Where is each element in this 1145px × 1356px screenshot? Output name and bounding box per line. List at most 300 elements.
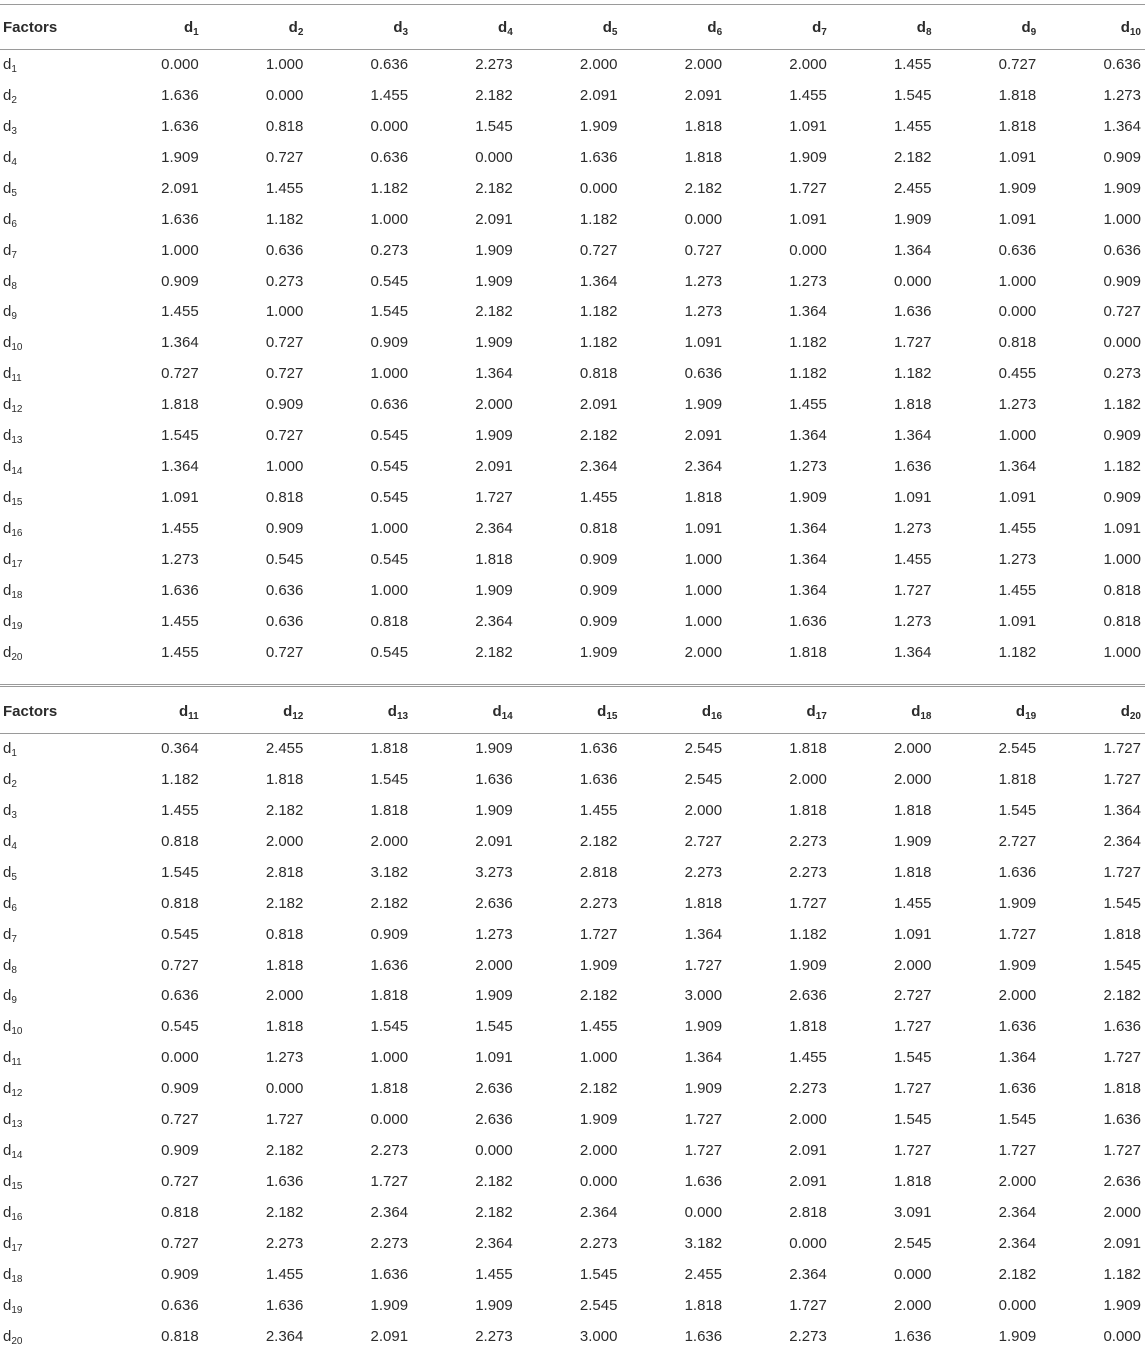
cell-value: 1.000 [1103,210,1141,228]
cell-value: 1.364 [475,365,513,383]
label-prefix: d [3,925,12,943]
label-subscript: 2 [11,94,17,106]
label-prefix: d [3,117,12,135]
cell-value: 1.091 [893,925,932,943]
row-label [0,950,98,981]
table-row [0,1011,1145,1042]
cell-value: 1.455 [579,801,618,819]
label-subscript: 3 [11,125,17,137]
cell-value: 2.273 [265,1234,304,1252]
row-label [0,1321,98,1352]
label-prefix: d [3,1265,12,1283]
cell-value: 2.091 [475,832,513,850]
cell-value: 2.000 [893,956,932,974]
table-row [0,606,1145,637]
column-header [936,689,1041,733]
label-prefix: d [1015,702,1026,720]
cell-value: 1.364 [161,458,199,476]
cell-value: 0.636 [265,612,304,630]
cell-value: 1.455 [789,86,827,104]
table-row [0,1073,1145,1104]
cell-value: 1.000 [265,458,304,476]
cell-value: 2.000 [684,55,723,73]
cell-value: 1.909 [684,1080,723,1098]
cell-value: 2.636 [475,1080,513,1098]
label-subscript: 2 [11,778,17,790]
cell-value: 1.818 [370,739,409,757]
row-label [0,420,98,451]
label-prefix: d [3,832,12,850]
row-label [0,389,98,420]
cell-value: 1.909 [475,739,513,757]
label-subscript: 12 [292,710,304,722]
cell-value: 1.000 [1103,550,1141,568]
cell-value: 2.182 [265,801,304,819]
cell-value: 0.545 [265,550,304,568]
row-label [0,49,98,80]
cell-value: 0.727 [265,427,304,445]
cell-value: 1.455 [161,801,199,819]
cell-value: 1.636 [579,770,618,788]
cell-value: 1.091 [684,334,723,352]
cell-value: 1.545 [579,1265,618,1283]
cell-value: 1.727 [1103,1049,1141,1067]
cell-value: 0.818 [161,1327,199,1345]
cell-value: 0.273 [265,272,304,290]
cell-value: 1.636 [370,956,409,974]
cell-value: 0.545 [370,489,409,507]
label-prefix: d [3,956,12,974]
cell-value: 1.727 [1103,863,1141,881]
cell-value: 2.182 [579,1080,618,1098]
table-row [0,49,1145,80]
cell-value: 1.909 [893,210,932,228]
cell-value: 0.818 [265,489,304,507]
cell-value: 0.818 [161,832,199,850]
column-header [726,689,831,733]
cell-value: 2.273 [475,1327,513,1345]
column-header [1040,5,1145,49]
cell-value: 1.091 [998,148,1037,166]
cell-value: 2.273 [789,832,827,850]
cell-value: 2.182 [579,427,618,445]
cell-value: 1.727 [265,1111,304,1129]
row-label [0,327,98,358]
label-subscript: 10 [11,342,23,354]
label-prefix: d [3,581,12,599]
cell-value: 1.455 [161,303,199,321]
cell-value: 1.273 [475,925,513,943]
cell-value: 2.273 [475,55,513,73]
cell-value: 2.364 [579,1204,618,1222]
column-header [203,689,308,733]
table-row [0,795,1145,826]
label-subscript: 7 [821,26,827,38]
cell-value: 2.000 [998,987,1037,1005]
cell-value: 2.000 [684,801,723,819]
cell-value: 1.182 [893,365,932,383]
row-label [0,1259,98,1290]
cell-value: 1.909 [475,987,513,1005]
label-prefix: d [806,702,816,720]
cell-value: 1.909 [475,334,513,352]
cell-value: 2.545 [579,1296,618,1314]
cell-value: 2.000 [265,987,304,1005]
label-prefix: d [3,643,12,661]
cell-value: 2.091 [161,179,199,197]
cell-value: 1.182 [1103,458,1141,476]
row-label [0,1290,98,1321]
cell-value: 1.364 [789,520,827,538]
label-prefix: d [3,365,12,383]
cell-value: 1.545 [998,1111,1037,1129]
label-subscript: 3 [402,26,409,38]
table-row [0,80,1145,111]
label-subscript: 15 [11,497,23,509]
cell-value: 0.000 [684,210,723,228]
cell-value: 0.727 [161,1173,199,1191]
cell-value: 0.727 [265,334,304,352]
cell-value: 2.455 [265,739,304,757]
cell-value: 1.000 [370,581,409,599]
row-label [0,637,98,668]
table-row [0,1166,1145,1197]
label-prefix: d [498,18,508,36]
cell-value: 1.909 [789,148,827,166]
cell-value: 1.909 [475,1296,513,1314]
cell-value: 0.545 [161,925,199,943]
row-label [0,1011,98,1042]
cell-value: 1.000 [998,272,1037,290]
cell-value: 2.273 [370,1142,409,1160]
label-prefix: d [1021,18,1031,36]
cell-value: 1.909 [1103,179,1141,197]
row-label [0,1042,98,1073]
cell-value: 1.455 [475,1265,513,1283]
label-prefix: d [812,18,822,36]
cell-value: 2.273 [789,1327,827,1345]
label-subscript: 17 [11,558,23,570]
cell-value: 1.091 [998,612,1037,630]
cell-value: 1.182 [579,210,618,228]
matrix-table-1 [0,5,1145,668]
cell-value: 2.273 [370,1234,409,1252]
label-subscript: 13 [396,710,409,722]
label-subscript: 20 [11,1335,23,1347]
row-label [0,358,98,389]
cell-value: 2.182 [1103,987,1141,1005]
label-prefix: d [492,702,502,720]
cell-value: 1.636 [893,1327,932,1345]
label-prefix: d [387,702,397,720]
cell-value: 1.455 [370,86,409,104]
cell-value: 0.000 [1103,1327,1141,1345]
row-label [0,266,98,297]
label-subscript: 1 [11,63,17,75]
row-label [0,575,98,606]
cell-value: 0.727 [265,365,304,383]
cell-value: 1.364 [998,458,1037,476]
cell-value: 1.636 [579,739,618,757]
cell-value: 1.818 [684,1296,723,1314]
label-subscript: 19 [11,620,23,632]
header-row [0,5,1145,49]
cell-value: 1.000 [684,612,723,630]
column-header [412,689,517,733]
cell-value: 0.909 [265,396,304,414]
cell-value: 3.273 [475,863,513,881]
cell-value: 2.182 [684,179,723,197]
cell-value: 1.818 [789,643,827,661]
cell-value: 0.727 [1103,303,1141,321]
table-row [0,358,1145,389]
label-subscript: 7 [11,249,17,261]
cell-value: 1.818 [893,801,932,819]
row-label [0,111,98,142]
cell-value: 2.364 [475,520,513,538]
cell-value: 1.818 [370,801,409,819]
column-header [412,5,517,49]
cell-value: 1.364 [789,550,827,568]
label-subscript: 18 [11,589,23,601]
cell-value: 1.727 [370,1173,409,1191]
table-row [0,637,1145,668]
cell-value: 0.000 [579,179,618,197]
table-row [0,1104,1145,1135]
cell-value: 1.364 [789,581,827,599]
cell-value: 0.909 [265,520,304,538]
label-subscript: 5 [611,26,618,38]
cell-value: 1.818 [998,86,1037,104]
cell-value: 1.545 [161,427,199,445]
cell-value: 1.818 [789,739,827,757]
cell-value: 2.182 [998,1265,1037,1283]
cell-value: 1.364 [789,303,827,321]
cell-value: 1.000 [265,55,304,73]
cell-value: 2.818 [265,863,304,881]
cell-value: 2.455 [893,179,932,197]
cell-value: 0.000 [475,1142,513,1160]
cell-value: 2.182 [265,1204,304,1222]
cell-value: 0.636 [370,55,409,73]
cell-value: 2.273 [579,894,618,912]
cell-value: 2.727 [998,832,1037,850]
label-prefix: d [3,520,12,538]
cell-value: 1.455 [161,643,199,661]
column-header [517,689,622,733]
cell-value: 0.727 [265,643,304,661]
cell-value: 1.636 [265,1173,304,1191]
cell-value: 2.364 [998,1234,1037,1252]
cell-value: 1.818 [265,956,304,974]
cell-value: 0.818 [370,612,409,630]
cell-value: 3.000 [684,987,723,1005]
cell-value: 0.000 [893,1265,932,1283]
cell-value: 0.818 [579,520,618,538]
label-prefix: d [3,1204,12,1222]
cell-value: 2.182 [370,894,409,912]
cell-value: 1.727 [893,334,932,352]
cell-value: 1.909 [789,956,827,974]
label-subscript: 5 [11,871,17,883]
table-row [0,1290,1145,1321]
cell-value: 0.909 [1103,489,1141,507]
table-row [0,764,1145,795]
label-subscript: 20 [1129,710,1141,722]
label-prefix: d [1120,18,1130,36]
cell-value: 1.727 [684,956,723,974]
cell-value: 1.455 [161,612,199,630]
cell-value: 1.818 [893,863,932,881]
cell-value: 1.909 [475,801,513,819]
cell-value: 2.182 [579,987,618,1005]
cell-value: 2.364 [998,1204,1037,1222]
label-prefix: d [3,863,12,881]
cell-value: 2.182 [475,179,513,197]
cell-value: 0.818 [1103,581,1141,599]
row-label [0,826,98,857]
table-row [0,919,1145,950]
table-row [0,111,1145,142]
label-subscript: 19 [11,1304,23,1316]
cell-value: 2.000 [893,770,932,788]
cell-value: 1.455 [893,117,932,135]
cell-value: 0.000 [265,86,304,104]
cell-value: 1.909 [998,1327,1037,1345]
cell-value: 1.455 [265,179,304,197]
row-label [0,297,98,328]
cell-value: 1.909 [1103,1296,1141,1314]
cell-value: 2.091 [579,86,618,104]
table-row [0,544,1145,575]
cell-value: 0.636 [265,581,304,599]
table-row [0,235,1145,266]
cell-value: 1.091 [789,117,827,135]
label-subscript: 15 [11,1181,23,1193]
table-row [0,1135,1145,1166]
cell-value: 2.364 [475,612,513,630]
label-subscript: 13 [11,1119,23,1131]
table-row [0,266,1145,297]
cell-value: 0.818 [579,365,618,383]
cell-value: 0.000 [265,1080,304,1098]
cell-value: 1.727 [475,489,513,507]
column-header [621,5,726,49]
cell-value: 2.000 [789,770,827,788]
label-subscript: 20 [11,651,23,663]
cell-value: 2.000 [998,1173,1037,1191]
label-subscript: 6 [11,218,17,230]
cell-value: 2.727 [684,832,723,850]
cell-value: 2.364 [475,1234,513,1252]
cell-value: 0.636 [998,241,1037,259]
column-header [98,5,203,49]
label-subscript: 15 [606,710,618,722]
row-label [0,888,98,919]
cell-value: 1.273 [161,550,199,568]
cell-value: 1.455 [161,520,199,538]
label-subscript: 8 [11,280,17,292]
cell-value: 1.909 [579,117,618,135]
column-header [726,5,831,49]
cell-value: 2.364 [579,458,618,476]
label-prefix: d [3,550,12,568]
cell-value: 1.000 [370,520,409,538]
cell-value: 2.727 [893,987,932,1005]
label-subscript: 8 [925,26,932,38]
label-subscript: 4 [11,840,17,852]
cell-value: 1.273 [684,303,723,321]
cell-value: 2.000 [893,1296,932,1314]
cell-value: 1.636 [893,303,932,321]
table-row [0,1321,1145,1352]
label-subscript: 5 [11,187,17,199]
cell-value: 1.455 [789,396,827,414]
cell-value: 1.182 [1103,1265,1141,1283]
cell-value: 1.636 [998,863,1037,881]
row-label [0,80,98,111]
cell-value: 1.091 [475,1049,513,1067]
cell-value: 1.818 [893,1173,932,1191]
cell-value: 2.091 [789,1173,827,1191]
cell-value: 0.636 [1103,241,1141,259]
cell-value: 2.364 [265,1327,304,1345]
cell-value: 0.000 [161,1049,199,1067]
column-header [98,689,203,733]
cell-value: 1.273 [1103,86,1141,104]
cell-value: 1.545 [475,1018,513,1036]
cell-value: 2.000 [370,832,409,850]
cell-value: 1.727 [998,1142,1037,1160]
table-row [0,482,1145,513]
cell-value: 2.273 [579,1234,618,1252]
cell-value: 1.182 [579,334,618,352]
cell-value: 1.545 [161,863,199,881]
cell-value: 2.000 [579,1142,618,1160]
cell-value: 0.545 [370,550,409,568]
cell-value: 1.818 [789,1018,827,1036]
column-header [621,689,726,733]
label-prefix: d [393,18,403,36]
table-row [0,389,1145,420]
cell-value: 2.364 [684,458,723,476]
row-label [0,1197,98,1228]
cell-value: 0.000 [684,1204,723,1222]
column-header [307,5,412,49]
cell-value: 2.455 [684,1265,723,1283]
cell-value: 0.545 [370,427,409,445]
cell-value: 2.000 [684,643,723,661]
label-prefix: d [3,1296,12,1314]
column-header [307,689,412,733]
cell-value: 1.636 [684,1173,723,1191]
label-subscript: 11 [188,710,199,722]
column-header [517,5,622,49]
cell-value: 2.091 [684,86,723,104]
cell-value: 0.273 [1103,365,1141,383]
cell-value: 2.273 [789,863,827,881]
row-label [0,795,98,826]
cell-value: 0.909 [579,612,618,630]
cell-value: 0.818 [161,1204,199,1222]
cell-value: 1.818 [684,489,723,507]
cell-value: 1.455 [265,1265,304,1283]
cell-value: 1.636 [1103,1018,1141,1036]
cell-value: 1.909 [579,956,618,974]
label-subscript: 4 [11,156,17,168]
cell-value: 1.000 [1103,643,1141,661]
table-row [0,575,1145,606]
